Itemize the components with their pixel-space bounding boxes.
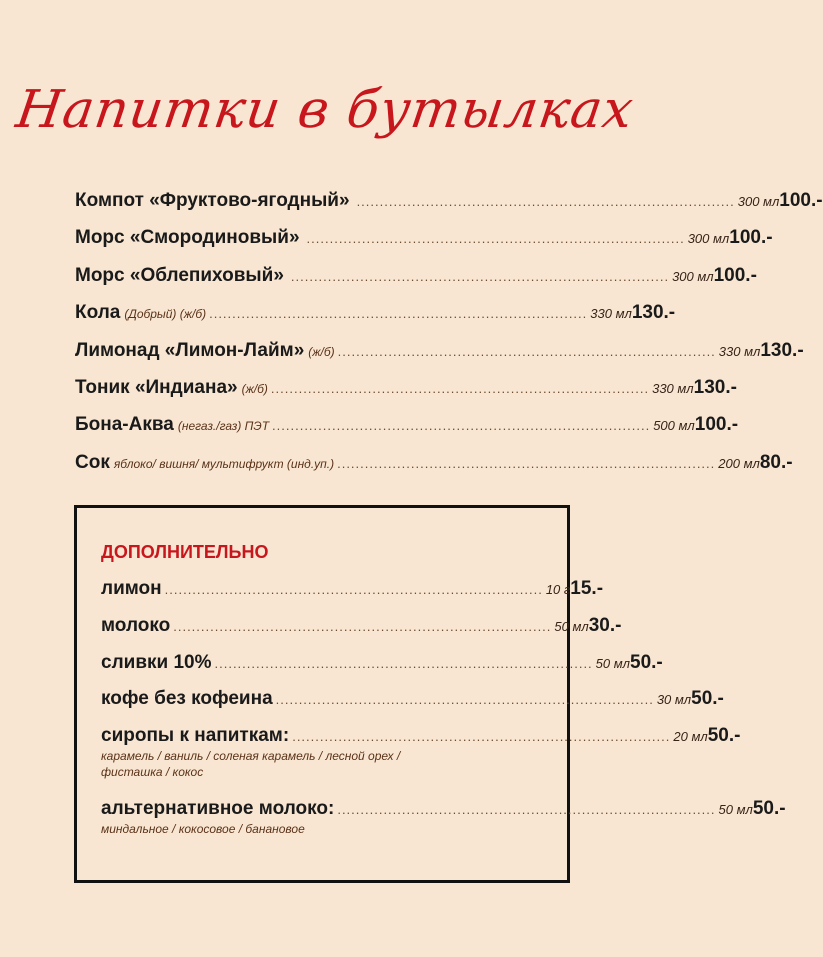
leader-dots: ..................................................................................: [275, 692, 654, 708]
extra-name: кофе без кофеина: [101, 688, 273, 710]
extra-options: карамель / ваниль / соленая карамель / лесной орех / фисташка / кокос: [101, 748, 401, 779]
leader-dots: ..................................................................................: [356, 194, 735, 209]
item-note: (ж/б): [241, 381, 268, 396]
item-name: Лимонад «Лимон-Лайм»: [75, 339, 305, 361]
extra-item: [101, 797, 786, 837]
extra-volume: 50 мл: [595, 655, 630, 671]
leader-dots: ..................................................................................: [272, 418, 651, 434]
page-title: Напитки в бутылках: [12, 80, 638, 140]
extra-volume: 20 мл: [673, 729, 708, 745]
item-note: (Добрый) (ж/б): [124, 307, 207, 322]
item-volume: 300 мл: [687, 231, 730, 247]
item-volume: 300 мл: [737, 194, 780, 209]
item-note: (негаз./газ) ПЭТ: [177, 419, 270, 434]
menu-item: [75, 414, 739, 451]
extra-price: 50.-: [630, 651, 663, 673]
extras-title: ДОПОЛНИТЕЛЬНО: [101, 542, 269, 562]
extra-name: лимон: [101, 578, 162, 599]
extras-list: [101, 578, 786, 855]
menu-item: [75, 190, 823, 227]
extra-volume: 30 мл: [656, 692, 692, 708]
leader-dots: ..................................................................................: [214, 655, 593, 671]
item-name: Сок: [75, 451, 110, 473]
item-volume: 300 мл: [672, 268, 714, 284]
leader-dots: ..................................................................................: [173, 618, 552, 634]
item-volume: 330 мл: [652, 380, 694, 396]
extra-volume: 10 г: [545, 582, 571, 597]
leader-dots: ..................................................................................: [306, 231, 685, 247]
item-price: 100.-: [779, 190, 823, 211]
extra-item: [101, 725, 741, 780]
leader-dots: ..................................................................................: [292, 729, 671, 745]
leader-dots: ..................................................................................: [337, 801, 716, 817]
leader-dots: ..................................................................................: [337, 343, 716, 359]
item-price: 130.-: [693, 376, 737, 398]
extras-box: [74, 505, 786, 883]
item-name: Кола: [75, 302, 121, 324]
extra-name: альтернативное молоко:: [101, 797, 335, 819]
extra-item: [101, 688, 724, 725]
extra-name: сиропы к напиткам:: [101, 725, 290, 747]
item-name: Морс «Облепиховый»: [75, 264, 284, 286]
item-price: 100.-: [713, 264, 757, 286]
extra-item: [101, 578, 604, 615]
item-price: 100.-: [729, 227, 773, 249]
extra-options: миндальное / кокосовое / банановое: [101, 821, 305, 836]
leader-dots: ..................................................................................: [337, 455, 716, 471]
item-name: Тоник «Индиана»: [75, 376, 238, 398]
item-note: яблоко/ вишня/ мультифрукт (инд.уп.): [113, 456, 335, 471]
extra-price: 50.-: [752, 797, 786, 819]
item-volume: 200 мл: [718, 455, 760, 471]
extra-item: [101, 651, 663, 689]
extra-volume: 50 мл: [554, 618, 589, 634]
drinks-list: [75, 190, 823, 489]
extra-price: 50.-: [691, 688, 724, 710]
item-volume: 330 мл: [718, 343, 761, 359]
menu-item: [75, 376, 737, 414]
extra-volume: 50 мл: [718, 801, 753, 817]
extra-name: молоко: [101, 614, 171, 636]
extra-price: 15.-: [570, 578, 604, 599]
item-volume: 500 мл: [653, 418, 695, 434]
item-name: Бона-Аква: [75, 414, 174, 436]
item-name: Компот «Фруктово-ягодный»: [75, 190, 350, 211]
leader-dots: ..................................................................................: [290, 268, 670, 284]
menu-item: [75, 227, 773, 264]
menu-item: [75, 339, 804, 377]
item-volume: 330 мл: [590, 306, 632, 322]
item-note: (ж/б): [308, 344, 335, 359]
extra-price: 30.-: [588, 614, 622, 636]
item-price: 130.-: [760, 339, 804, 361]
leader-dots: ..................................................................................: [164, 582, 543, 597]
menu-item: [75, 264, 757, 302]
extra-name: сливки 10%: [101, 651, 212, 673]
item-price: 100.-: [694, 414, 739, 436]
extra-price: 50.-: [707, 725, 741, 747]
leader-dots: ..................................................................................: [270, 380, 650, 396]
menu-item: [75, 451, 793, 489]
item-price: 130.-: [631, 302, 676, 324]
menu-item: [75, 302, 676, 339]
extra-item: [101, 614, 622, 652]
item-price: 80.-: [759, 451, 793, 473]
leader-dots: ..................................................................................: [209, 306, 588, 322]
item-name: Морс «Смородиновый»: [75, 227, 300, 249]
